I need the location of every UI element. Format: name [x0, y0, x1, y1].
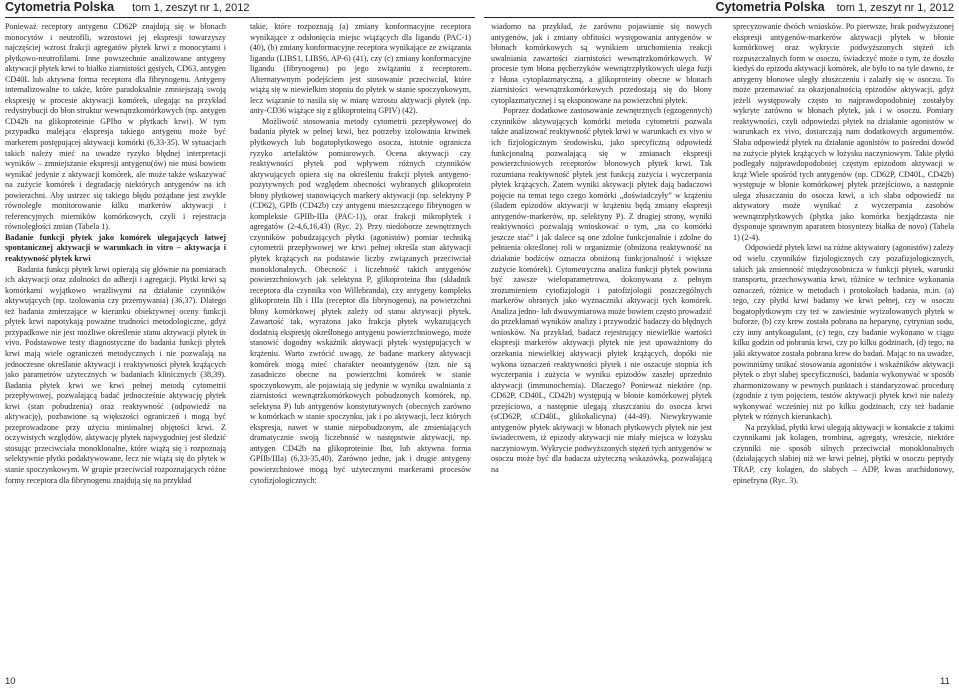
paragraph: wiadomo na przykład, że zarówno pojawianie się nowych antygenów, jak i zmiany obfitości występowania antygenów w błonach komórkowych są wynikiem uruchomienia reakcji uwalniania zawartości ziarnistości wewnątrzkomórkowych. W procesie tym błona pęcherzyków wewnątrzpłytkowych ulega fuzji z błona cytoplazmatyczną, a glikoproteiny obecne w błonach ziarnistości wewnątrzkomórkowych przedostają się do błony cytoplazmatycznej i są eksponowane na powierzchni płytek.	[491, 22, 712, 105]
page-number-right: 11	[940, 676, 950, 687]
paragraph: Ponieważ receptory antygenu CD62P znajdują się w błonach monocytów i neutrofili, wzrostowi jej ekspresji towarzyszy najczęściej wzrost frakcji agregatów płytek krwi z monocytami i płytkowo-neutrofilami. Inne powszechnie analizowane antygeny aktywacji płytek krwi to białko ziarnistości gęstych, CD63, antygen CD40L lub aktywna forma receptora dla fibrynogenu. Antygeny internalizowalne to także, które paradoksalnie zmniejszają swoją ekspresję w procesie aktywacji komórek, ulegając na przykład redystrybucji do błon struktur wewnątrzkomórkowych (np. antygen CD42b na glikoproteinie GPIbα w płytkach krwi). W tym przypadku malejąca ekspresja takiego antygenu może być markerem postępującej aktywacji komórki (6,33-35). W sytuacjach takich należy mieć na uwadze ryzyko błędnej interpretacji wyników – zmniejszanie ekspresji antygenu(ów) nie musi bowiem wynikać jedynie z aktywacji komórek, ale może także wskazywać na zużycie komórek i degradację niektórych antygenów na ich powierzchni. Aby ustrzec się takiego błędu pożądane jest zwykle równoległe monitorowanie kilku markerów aktywacji i referencyjnych mierników komórkowych, czyli i rejestracja równoległości zmian (Tabela 1).	[5, 22, 226, 232]
paragraph: sprecyzowanie dwóch wniosków. Po pierwsze, brak podwyższonej ekspresji antygenów-markerów aktywacji płytek w błonie komórkowej oraz wykrycie podwyższonych stężeń ich rozpuszczalnych form w osoczu, świadczyć może o tym, że doszło kiedyś do epizodu aktywacji komórek, ale było to na tyle dawno, że antygeny błonowe uległy złuszczeniu i zalazły się w osoczu. To może przemawiać za okazjonalnością epizodów aktywacji, gdyż jeżeli występowały często to najprawdopodobniej zostałyby wykryte zarówno w błonach płytek, jak i w osoczu. Pomiary reaktywności, czyli odpowiedzi płytek na działanie agonistów w warunkach ex vivo, dostarczają nam dodatkowych argumentów. Słaba odpowiedź płytek na działanie agonistów to pośredni dowód na zużycie płytek krążących w łożysku naczyniowym. Takie płytki podlegały najprawdopodobniej częstym epizodom aktywacji w krąż Wiele spośród tych antygenów (np. CD62P, CD40L, CD42b) występuje w błonie komórkowej płytek przejściowo, a następnie ulega złuszczaniu do osocza krwi, a ich słaba odpowiedź na aktywatory może wynikać z wyczerpania zasobów wewnątrzpłytkowych (płytka jako komórka bezjądrzasta nie dysponuje sprawnym aparatem biosyntezy białka de novo) (Tabela 1) (2-4).	[733, 22, 954, 242]
running-header-right	[484, 0, 954, 16]
running-header-left	[5, 0, 475, 16]
paragraph: Badania funkcji płytek krwi opierają się głównie na pomiarach ich aktywacji oraz zdolności do adhezji i agregacji. Płytki krwi są komórkami wyjątkowo wrażliwymi na działanie czynników aktywujących (np. izolowania czy przemywania) (36,37). Dlatego też badania zmierzające w kierunku obiektywnej oceny funkcji płytek krwi napotykają poważne trudności metodologiczne, gdyż przypadkowe nie jest możliwe określenie stanu aktywacji płytek in vivo. Podstawowe testy diagnostyczne do badania funkcji płytek krwi mają wiele ograniczeń metodycznych i nie pozwalają na jednoczesne określanie aktywacji i reaktywności płytek krążących jako parametrów użytecznych w badaniach klinicznych (38,39). Badania płytek krwi we krwi pełnej metodą cytometrii przepływowej, pozwalającą badać jednocześnie aktywację płytek krwi (stan pobudzenia) oraz reaktywność (odpowiedź na aktywację), pozbawione są większości ograniczeń i mogą być przeprowadzone przy użyciu minimalnej objętości krwi. Z oczywistych względów, aktywację płytek najwygodniej jest śledzić stosując przeciwciała monoklonalne, które wiążą się i rozpoznają selektywnie płytki podaktywowane, lecz nie wiążą się do płytek w stanie spoczynkowym. W grupie przeciwciał rozpoznających różne formy receptora dla fibrynogenu znajdują się na przykład	[5, 264, 226, 485]
paragraph: Odpowiedź płytek krwi na różne aktywatory (agonistów) zależy od wielu czynników fizjologicznych czy pozafizjologicznych, takich jak zmienność międzyosobnicza w funkcji płytek, warunki transportu, przechowywania krwi, różnice w technice wykonania oznaczeń, różnice w metodach i protokołach badania, m.in. (a) tego, czy płytki krwi badamy we krwi pełnej, czy w osoczu bogatopłytkowym czy też w zawiesinie wyizolowanych płytek w buforze, (b) czy krew została pobrana na heparynę, cytrynian sodu, czy inny antykoagulant, (c) tego, czy badanie wykonano w ciągu kilku godzin od pobrania krwi, czy po kilku godzinach, (d) tego, na jaki aktywator została pobrana krew do badań. Mając to na uwadze, powinniśmy unikać stosowania agonistów i wskaźników aktywacji płytek o zbyt słabej specyficzności, badania wykonywać w sposób zharmonizowany w pewnych punktach i standaryzować procedurę (zgodnie z tym pojęciem, testów aktywacji płytek krwi nie należy wykonywać wcześniej niż po kilku godzinach, czy też badanie płytek w różnych kierunkach).	[733, 243, 954, 422]
issue-info: tom 1, zeszyt nr 1, 2012	[836, 2, 954, 14]
text-column-4	[733, 22, 954, 674]
issue-info: tom 1, zeszyt nr 1, 2012	[132, 2, 250, 14]
text-column-3	[491, 22, 712, 674]
journal-name: Cytometria Polska	[5, 0, 115, 14]
paragraph: Możliwość stosowania metody cytometrii przepływowej do badania płytek w pełnej krwi, bez potrzeby izolowania krwinek płytkowych lub bogatopłytkowego osocza, istotnie ogranicza ryzyko artefaktów pomiarowych. Ocena aktywacji czy reaktywności płytek pod wpływem różnych czynników aktywujących opiera się na określeniu frakcji płytek antygeno-pozytywnych pod względem obecności wybranych glikoprotein błony płytkowej stanowiących markery aktywacji (np. selektyny P (CD62), GPIb (CD42b) czy antygenu mieszczącego fibrynogen w kompleksie GPIIb-IIIa (PAC-1)), oraz frakcji mikropłytek i agregatów (2-4,6,16,43) (Ryc. 2). Przy niedoborze zewnętrznych czynników pobudzających płytki (agonistów) pomiar techniką cytometrii przepływowej we krwi pełnej określa stan aktywacji płytek krążących na podstawie liczby związanych przeciwciał monoklonalnych. Obecność i liczebność takich antygenów powierzchniowych jak selektyna P, glikoproteina Ibα (składnik receptora dla czynnika von Willebranda), czy antygeny kompleks glikoprotein IIb i IIIa (receptor dla fibrynogenu), na powierzchni błony komórkowej płytek zależy od stanu aktywacji płytek. Zawartość tak, wyrażona jako frakcja płytek wykazujących dodatnią ekspresję określonego antygenu powierzchniowego, może stanowić dogodny wskaźnik aktywacji płytek występujących w krążeniu. Warto zwrócić uwagę, że badane markery aktywacji komórek mogą mieć charakter neoantygenów (tzn. nie są zasadniczo obecne na powierzchni komórek w stanie spoczynkowym, ale pojawiają się jedynie w wyniku uwalniania z ziarnistości wewnątrzkomórkowych pobudzonych komórek, np. selektyna P) lub antygenów konstytutywnych (obecnych zarówno w komórkach w stanie spoczynku, jak i po aktywacji, lecz których ekspresja, nawet w stanie niepobudzonym, ale zmieniających dramatycznie swoją liczebność w następstwie aktywacji, np. antygen CD42b na glikoproteinie Ibα, lub aktywna forma GPIIb/IIIa) (6,33-35,40). Zarówno jedne, jak i drugie antygeny powierzchniowe mogą być użytecznymi markerami procesów cytofizjologicznych:	[250, 116, 471, 485]
header-rule	[5, 17, 475, 18]
page-number-left: 10	[5, 676, 16, 687]
section-heading: Badanie funkcji płytek jako komórek ulegających łatwej spontanicznej aktywacji w warunkach in vitro – aktywacja i reaktywność płytek krwi	[5, 232, 226, 264]
text-column-2	[250, 22, 471, 674]
paragraph: Poprzez dodatkowe zastosowanie zewnętrznych (egzogennych) czynników aktywujących komórki metoda cytometrii pozwala także analizować reaktywność płytek krwi w warunkach ex vivo w ich fizjologicznym środowisku, jako specyficzną odpowiedź funkcjonalną pozwalającą się w zmianach ekspresji powierzchniowych receptorów błonowych płytek krwi. Tak rozumiana reaktywność płytek jest funkcją zużycia i wyczerpania płytek krążących. Zatem wyniki aktywacji płytek dają badaczowi pojęcie na temat tego czego komórki „doświadczyły” w krążeniu (śladem epizodów aktywacji w krążeniu będą zmiany ekspresji antygenów-markerów, np. selektyny P). Z drugiej strony, wyniki reaktywności pozwalają wnioskować o tym, „na co komórki jeszcze stać” i jak dalece są one zdolne funkcjonalnie i zdolne do pełnienia określonej roli w organizmie (obniżona reaktywność na działanie bodźców oznacza obniżoną funkcjonalność i większe zużycie komórek). Cytometryczna analiza funkcji płytek powinna być zawsze wieloparametrowa, dokonywana z pełnym zrozumieniem cytofizjologii i patofizjologii poszczególnych markerów obranych jako wyznaczniki aktywacji tych komórek. Analiza jedno- lub dwuwymiarowa może bowiem często prowadzić do przekłamań wyników analizy i przywodzić badaczy do błędnych wniosków. Na przykład, badacz rejestrujący niewielkie wartości ekspresji markerów aktywacji płytek nie jest upoważniony do orzekania niewielkiej aktywacji płytek krążących, dopóki nie wykona oznaczeń reaktywności płytek i nie oszacuje stopnia ich wyczerpania i zużycia w wyniku epizodów zaszłej uprzednio aktywacji (immunochemia). Dlaczego? Ponieważ niektóre (np. CD62P, CD40L, CD42b) występują w błonie komórkowej płytek przejściowo, a następnie ulegają złuszczaniu do osocza krwi (sCD62P, sCD40L, glikokalicyna) (44-49). Niewykrywanie antygenów płytek aktywacji w błonach płytkowych płytek nie jest świadectwem, iż epizody aktywacji nie miały miejsca w łożysku naczyniowym. Wykrycie podwyższonych stężeń tych antygenów w osoczu może być dla badacza użyteczną wskazówką, pozwalającą na	[491, 106, 712, 474]
paragraph: takie, które rozpoznają (a) zmiany konformacyjne receptora wynikające z odsłonięcia miejsc wiążących dla ligandu (PAC-1) (40), (b) zmiany konformacyjne receptora wynikające ze związania ligandu (LIBS1, LIBS6, AP-6) (41), czy (c) zmiany konformacyjne ligandu (fibrynogenu) po jego związaniu z receptorem. Alternatywnym podejściem jest stosowanie przeciwciał, które wiążą się w niewielkim stopniu do płytek w stanie spoczynkowym, lecz wiązanie to nasila się w miarę wzrostu aktywacji płytek (np. anty-CD36 wiążące się z glikoproteiną GPIV) (42).	[250, 22, 471, 116]
paragraph: Na przykład, płytki krwi ulegają aktywacji w kontakcie z takimi czynnikami jak kolagen, trombina, agregaty, wreszcie, niektóre czynniki nie sposób silnych przeciwciał monoklonalnych (działających słabiej niż we krwi pełnej, płytki w osoczu peptydy TRAP, czy kolagen, do słabych – ADP, kwas arachidonowy, epinefryna (Ryc. 3).	[733, 422, 954, 485]
text-column-1	[5, 22, 226, 674]
journal-name: Cytometria Polska	[715, 0, 825, 14]
header-rule	[484, 17, 954, 18]
